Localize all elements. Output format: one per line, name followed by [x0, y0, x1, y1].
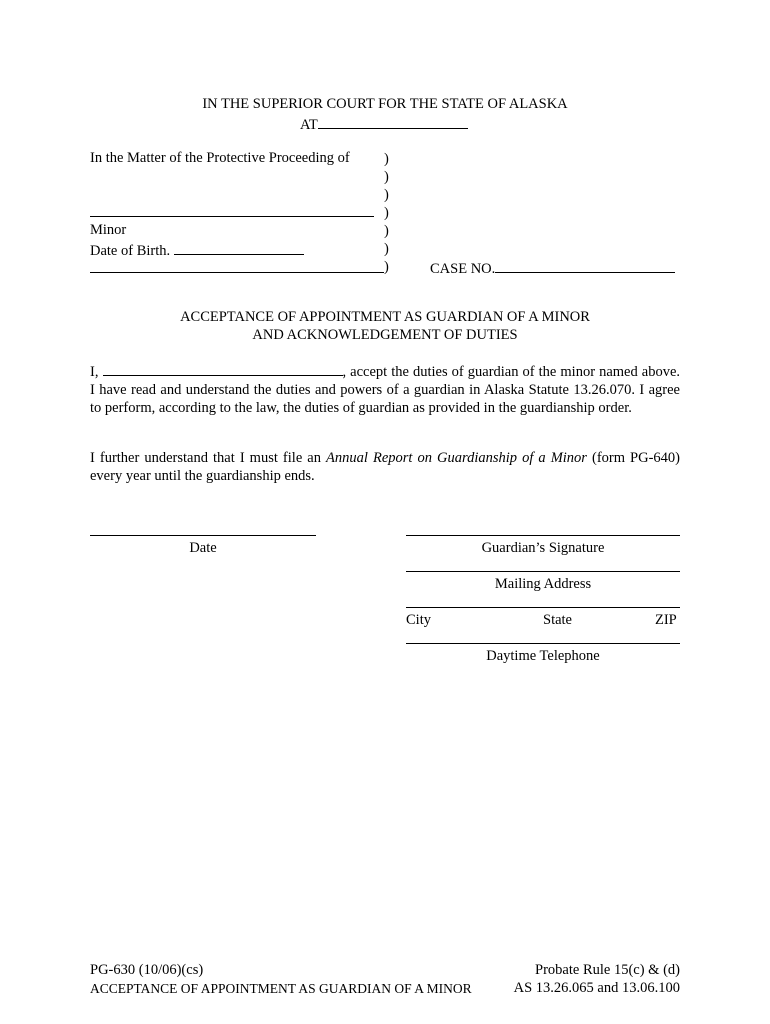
guardian-name-field[interactable] — [103, 361, 343, 376]
mailing-address-line[interactable] — [406, 571, 680, 572]
document-subtitle: AND ACKNOWLEDGEMENT OF DUTIES — [252, 327, 518, 343]
document-title: ACCEPTANCE OF APPOINTMENT AS GUARDIAN OF A MINOR — [180, 309, 590, 325]
acceptance-text: , accept the duties of guardian of the minor named above. I have read and understand the duties and powers of a guardian in Alaska Statute 13.26.070. I agree to perform, according to the law, the duties of guardian as provided in the guardianship order. — [90, 364, 681, 416]
annual-report-suffix: (form PG-640) every year until the guardianship ends. — [90, 450, 680, 484]
annual-report-prefix: I further understand that I must file an — [90, 450, 327, 466]
caption-paren: ) — [384, 259, 389, 275]
minor-name-field[interactable] — [90, 216, 374, 217]
date-label: Date — [189, 540, 217, 556]
acceptance-paragraph — [90, 361, 680, 417]
case-no-field[interactable] — [495, 258, 675, 273]
footer-statute: AS 13.26.065 and 13.06.100 — [513, 980, 680, 996]
minor-label: Minor — [90, 222, 127, 238]
caption-paren: ) — [384, 205, 389, 221]
state-label: State — [543, 612, 572, 628]
mailing-address-label: Mailing Address — [494, 576, 592, 592]
city-label: City — [406, 612, 431, 628]
date-line[interactable] — [90, 535, 316, 536]
caption-paren: ) — [384, 187, 389, 203]
zip-label: ZIP — [655, 612, 677, 628]
caption-bottom-line — [90, 272, 384, 273]
caption-paren: ) — [384, 223, 389, 239]
footer-form-title: ACCEPTANCE OF APPOINTMENT AS GUARDIAN OF A MINOR — [90, 981, 472, 996]
dob-label: Date of Birth. — [90, 243, 171, 259]
telephone-label: Daytime Telephone — [486, 648, 600, 664]
court-location-field[interactable] — [318, 114, 468, 129]
court-location — [300, 114, 468, 134]
city-state-zip-line[interactable] — [406, 607, 680, 608]
matter-line: In the Matter of the Protective Proceeding of — [90, 150, 350, 166]
pronoun-i: I, — [90, 364, 99, 380]
case-no-label: CASE NO. — [430, 261, 496, 277]
guardian-signature-label: Guardian’s Signature — [481, 540, 605, 556]
guardian-signature-line[interactable] — [406, 535, 680, 536]
dob-field[interactable] — [174, 240, 304, 255]
caption-paren: ) — [384, 169, 389, 185]
footer-form-id: PG-630 (10/06)(cs) — [90, 962, 204, 978]
case-no-row — [430, 258, 675, 278]
at-label: AT — [300, 117, 318, 133]
annual-report-paragraph — [90, 449, 680, 485]
caption-paren: ) — [384, 241, 389, 257]
annual-report-form-title: Annual Report on Guardianship of a Minor — [326, 450, 587, 466]
court-heading: IN THE SUPERIOR COURT FOR THE STATE OF ALASKA — [202, 96, 568, 112]
dob-row — [90, 240, 304, 260]
caption-paren: ) — [384, 151, 389, 167]
telephone-line[interactable] — [406, 643, 680, 644]
footer-rule: Probate Rule 15(c) & (d) — [535, 962, 680, 978]
